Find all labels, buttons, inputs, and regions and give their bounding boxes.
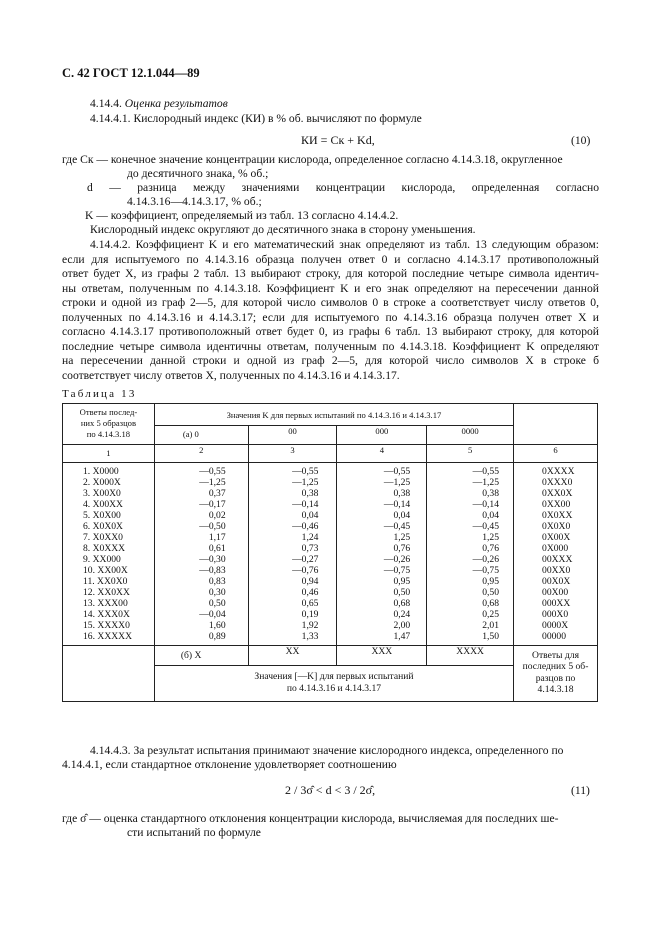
table-cell: 0,25 (482, 609, 500, 620)
table-cell: —1,25 (199, 477, 226, 488)
table-cell: 0,19 (301, 609, 319, 620)
table-cell: 0,61 (208, 543, 226, 554)
equation-number-10: (10) (571, 134, 591, 147)
table-cell: —0,26 (383, 554, 411, 565)
column-k-4 (427, 463, 514, 646)
where-ck-line-1: где Cк — конечное значение концентрации кислорода, определенное согласно 4.14.3.18, округленное (62, 153, 563, 166)
table-cell: 16. XXXXX (83, 631, 133, 642)
paragraph-line: 4.14.4.2. Коэффициент K и его математический знак определяют из табл. 13 следующим образом: (90, 238, 599, 251)
table-cell: 0,50 (482, 587, 500, 598)
header-responses: Ответы послед- них 5 образцов по 4.14.3.18 (63, 404, 155, 445)
page-header: С. 42 ГОСТ 12.1.044—89 (62, 66, 200, 80)
table-cell: 2,01 (482, 620, 500, 631)
table-cell: —0,45 (472, 521, 500, 532)
table-cell: 000XX (542, 598, 571, 609)
sub-b-3: XXX (337, 646, 427, 666)
table-cell: 8. X0XXX (83, 543, 126, 554)
where-ck-line-2: до десятичного знака, % об.; (127, 167, 269, 180)
table-cell: 0XXXX (542, 466, 575, 477)
paragraph-line: строки и одной из граф 2—5, для которой число символов 0 в строке а соответствует числу ответов 0, (62, 296, 599, 309)
table-cell: —0,14 (292, 499, 319, 510)
header-empty-cell (514, 404, 598, 445)
table-cell: 12. XX0XX (83, 587, 130, 598)
table-cell: 00XXX (542, 554, 573, 565)
column-responses (63, 463, 155, 646)
table-cell: —0,55 (292, 466, 319, 477)
table-cell: —0,75 (383, 565, 411, 576)
where-sigma-line-1: где σ̂ — оценка стандартного отклонения концентрации кислорода, вычисляемая для последних ше- (62, 812, 559, 825)
column-k-3 (337, 463, 427, 646)
table-cell: 0,76 (393, 543, 411, 554)
col-number-5: 5 (427, 445, 514, 463)
table-cell: 1,25 (482, 532, 500, 543)
table-cell: —0,50 (199, 521, 226, 532)
paragraph-4-14-4-3-line-1: 4.14.4.3. За результат испытания принимают значение кислородного индекса, определенного по (90, 744, 564, 757)
section-heading (90, 97, 228, 111)
column-k-2 (248, 463, 337, 646)
table-cell: 0,76 (482, 543, 500, 554)
column-responses-b (514, 463, 598, 646)
col-number-6: 6 (514, 445, 598, 463)
table-cell: 0XX0X (542, 488, 573, 499)
table-cell: —0,55 (472, 466, 500, 477)
table-cell: —0,30 (199, 554, 226, 565)
sub-a-4: 0000 (427, 426, 514, 445)
where-sigma-line-2: сти испытаний по формуле (127, 826, 261, 839)
table-cell: 5. X0X00 (83, 510, 121, 521)
table-cell: 2,00 (393, 620, 411, 631)
column-k-1 (154, 463, 248, 646)
table-cell: 0,04 (393, 510, 411, 521)
table-cell: 0,04 (301, 510, 319, 521)
paragraph-line: соответствует числу ответов X, полученных по 4.14.3.16 и 4.14.3.17. (62, 368, 400, 382)
table-cell: 1,60 (208, 620, 226, 631)
table-cell: —0,14 (383, 499, 411, 510)
section-title: Оценка результатов (124, 97, 228, 110)
table-cell: 1,24 (301, 532, 319, 543)
table-cell: —0,45 (383, 521, 411, 532)
table-cell: —0,46 (292, 521, 319, 532)
paragraph-line: ны ответам, полученным по 4.14.3.18. Коэффициент K и его знак определяют на пересечении данной (62, 281, 599, 295)
sub-a-2: 00 (248, 426, 337, 445)
section-number: 4.14.4. (90, 97, 122, 110)
table-cell: —1,25 (292, 477, 319, 488)
table-cell: 0000X (542, 620, 569, 631)
table-cell: 11. XX0X0 (83, 576, 128, 587)
table-cell: 00X00 (542, 587, 569, 598)
table-cell: 9. XX000 (83, 554, 121, 565)
table-cell: 0,95 (393, 576, 411, 587)
table-cell: 1,25 (393, 532, 411, 543)
table-cell: 0,38 (301, 488, 319, 499)
equation-number-11: (11) (571, 784, 590, 797)
table-cell: 0X0XX (542, 510, 573, 521)
table-cell: 14. XXX0X (83, 609, 130, 620)
table-cell: —0,55 (383, 466, 411, 477)
paragraph-4-14-4-1: 4.14.4.1. Кислородный индекс (КИ) в % об. вычисляют по формуле (90, 112, 422, 125)
table-cell: 3. X00X0 (83, 488, 121, 499)
col-number-4: 4 (337, 445, 427, 463)
table-cell: 1,47 (393, 631, 411, 642)
footer-responses: Ответы для последних 5 об- разцов по 4.14.3.18 (514, 646, 598, 702)
table-cell: 0X000 (542, 543, 569, 554)
table-cell: 2. X000X (83, 477, 121, 488)
table-cell: —0,27 (292, 554, 319, 565)
formula-11: 2 / 3σ̂ < d < 3 / 2σ̂, (285, 783, 376, 797)
paragraph-line: на пересечении данной строки и одной из граф 2—5, для которой число символов X в строке б (62, 354, 599, 367)
table-cell: —0,76 (292, 565, 319, 576)
table-cell: —0,75 (472, 565, 500, 576)
where-d-line-1: d — разница между значениями концентрации кислорода, определенная согласно (87, 181, 599, 194)
table-cell: 0,89 (208, 631, 226, 642)
sub-b-2: XX (248, 646, 337, 666)
header-values: Значения K для первых испытаний по 4.14.3.16 и 4.14.3.17 (154, 404, 513, 426)
table-cell: 10. XX00X (83, 565, 128, 576)
table-cell: 7. X0XX0 (83, 532, 123, 543)
paragraph-line: ответ будет X, из графы 2 табл. 13 выбирают строку, для которой последние четыре символа идентич- (62, 267, 599, 280)
table-cell: —0,17 (199, 499, 226, 510)
table-cell: 0,30 (208, 587, 226, 598)
sub-b-4: XXXX (427, 646, 514, 666)
table-caption: Таблица 13 (62, 388, 137, 400)
table-cell: 1,50 (482, 631, 500, 642)
table-cell: 0,38 (393, 488, 411, 499)
table-cell: —1,25 (472, 477, 500, 488)
where-k: K — коэффициент, определяемый из табл. 13 согласно 4.14.4.2. (85, 209, 399, 222)
table-cell: —0,04 (199, 609, 226, 620)
table-cell: 0,46 (301, 587, 319, 598)
sub-a-3: 000 (337, 426, 427, 445)
table-cell: —0,14 (472, 499, 500, 510)
table-cell: 0XXX0 (542, 477, 573, 488)
table-cell: 0X0X0 (542, 521, 571, 532)
table-cell: —0,55 (199, 466, 226, 477)
table-cell: 0,68 (393, 598, 411, 609)
col-number-1: 1 (63, 445, 155, 463)
table-cell: 1,33 (301, 631, 319, 642)
table-cell: 0,50 (208, 598, 226, 609)
table-cell: 1. X0000 (83, 466, 119, 477)
sub-a-1: (а) 0 (154, 426, 248, 445)
table-cell: 0,38 (482, 488, 500, 499)
paragraph-line: последние четыре символа идентичны ответам, полученным по 4.14.3.18. Коэффициент K определяют (62, 339, 599, 353)
rounding-note: Кислородный индекс округляют до десятичного знака в сторону уменьшения. (90, 223, 476, 236)
table-cell: 0,24 (393, 609, 411, 620)
paragraph-4-14-4-3-line-2: 4.14.4.1, если стандартное отклонение удовлетворяет соотношению (62, 758, 397, 771)
table-cell: 00000 (542, 631, 567, 642)
table-cell: 4. X00XX (83, 499, 123, 510)
footer-empty-cell (63, 646, 155, 702)
table-cell: 0X00X (542, 532, 571, 543)
table-cell: 6. X0X0X (83, 521, 123, 532)
col-number-2: 2 (154, 445, 248, 463)
where-d-line-2: 4.14.3.16—4.14.3.17, % об.; (127, 195, 262, 208)
footer-values: Значения [—K] для первых испытаний по 4.14.3.16 и 4.14.3.17 (154, 666, 513, 702)
table-cell: 1,92 (301, 620, 319, 631)
paragraph-line: полученных по 4.14.3.16 и 4.14.3.17; если для испытуемого по 4.14.3.16 образца получен ответ X и (62, 310, 599, 324)
table-cell: 00XX0 (542, 565, 571, 576)
sub-b-1: (б) X (154, 646, 248, 666)
table-cell: 0,50 (393, 587, 411, 598)
table-cell: 15. XXXX0 (83, 620, 130, 631)
table-13 (62, 403, 598, 702)
formula-10: КИ = Cк + Kd, (301, 133, 375, 147)
table-cell: 0,02 (208, 510, 226, 521)
table-cell: 0,73 (301, 543, 319, 554)
table-cell: 0,95 (482, 576, 500, 587)
table-cell: 13. XXX00 (83, 598, 128, 609)
table-cell: 0,68 (482, 598, 500, 609)
paragraph-line: согласно 4.14.3.17 противоположный ответ будет 0, из графы 6 табл. 13 выбирают строку, для которой (62, 325, 599, 338)
table-cell: 0,37 (208, 488, 226, 499)
table-cell: 0,83 (208, 576, 226, 587)
table-cell: 0,04 (482, 510, 500, 521)
table-cell: —0,26 (472, 554, 500, 565)
table-cell: 1,17 (208, 532, 226, 543)
table-cell: —0,83 (199, 565, 226, 576)
table-cell: 0,94 (301, 576, 319, 587)
table-cell: 00X0X (542, 576, 571, 587)
paragraph-line: если для испытуемого по 4.14.3.16 образца получен ответ 0 и согласно 4.14.3.17 противоположный (62, 252, 599, 266)
table-cell: 0XX00 (542, 499, 571, 510)
table-cell: 0,65 (301, 598, 319, 609)
col-number-3: 3 (248, 445, 337, 463)
table-cell: —1,25 (383, 477, 411, 488)
table-cell: 000X0 (542, 609, 569, 620)
